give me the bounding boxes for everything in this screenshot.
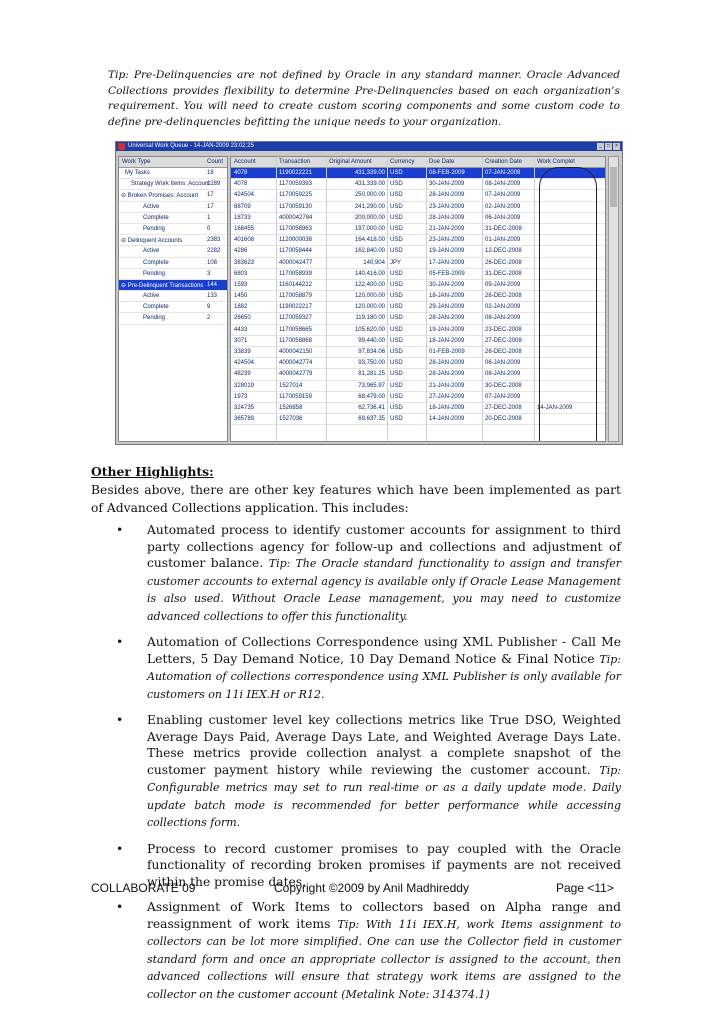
highlights-list <box>91 522 621 1012</box>
currency-cell: USD <box>390 237 403 244</box>
account-cell: 1450 <box>234 293 248 300</box>
work-type-count: 2282 <box>207 248 221 255</box>
work-type-label: Strategy Work Items: Account <box>131 181 210 188</box>
creation-date-cell: 06-JAN-2009 <box>485 214 521 221</box>
work-type-label: ⊖ Delinquent Accounts <box>121 238 183 245</box>
vertical-scrollbar[interactable] <box>608 156 619 442</box>
account-cell: 4286 <box>234 248 248 255</box>
work-type-label: Complete <box>143 259 169 266</box>
original-amount-cell: 140,416.00 <box>354 270 385 277</box>
work-complete-column-header[interactable]: Work Complet <box>537 159 575 165</box>
account-cell: 168455 <box>234 225 255 232</box>
due-date-cell: 28-JAN-2009 <box>429 360 465 367</box>
work-type-count: 17 <box>207 192 214 199</box>
original-amount-cell: 250,000.00 <box>354 192 385 199</box>
due-date-cell: 28-JAN-2009 <box>429 192 465 199</box>
creation-date-cell: 27-DEC-2008 <box>485 337 522 344</box>
transaction-cell: 1120000038 <box>279 237 312 244</box>
creation-date-cell: 23-DEC-2008 <box>485 326 522 333</box>
work-items-table <box>230 156 606 442</box>
window-title: Universal Work Queue - 14-JAN-2009 23:02:25 <box>128 143 254 149</box>
transaction-cell: 1527014 <box>279 382 303 389</box>
work-type-label: Complete <box>143 214 169 221</box>
account-cell: 4433 <box>234 326 248 333</box>
creation-date-cell: 08-JAN-2009 <box>485 371 521 378</box>
window-titlebar <box>116 142 622 151</box>
work-type-count: 1289 <box>207 181 221 188</box>
oracle-app-icon <box>118 143 125 150</box>
due-date-column-header[interactable]: Due Date <box>429 159 455 165</box>
creation-date-cell: 02-JAN-2009 <box>485 304 521 311</box>
original-amount-cell: 431,339.00 <box>354 181 385 188</box>
work-type-count: 2383 <box>207 237 221 244</box>
work-type-count: 18 <box>207 170 214 176</box>
footer-conference: COLLABORATE 09 <box>91 881 196 895</box>
due-date-cell: 08-FEB-2009 <box>429 170 465 176</box>
creation-date-cell: 07-JAN-2009 <box>485 393 521 400</box>
currency-cell: USD <box>390 382 403 389</box>
transaction-cell: 1170058665 <box>279 326 312 333</box>
due-date-cell: 28-JAN-2009 <box>429 214 465 221</box>
transaction-column-header[interactable]: Transaction <box>279 159 311 165</box>
account-cell: 26650 <box>234 315 251 322</box>
due-date-cell: 23-JAN-2009 <box>429 203 465 210</box>
highlight-tip: Tip: Configurable metrics may set to run real-time or as a daily update mode. Daily update batch mode is recommended for better performance while accessing collections form. <box>147 763 621 829</box>
original-amount-column-header[interactable]: Original Amount <box>329 159 372 165</box>
highlight-tip: Tip: The Oracle standard functionality to assign and transfer customer accounts to external agency is available only if Oracle Lease Management is also used. Without Oracle Lease management, you may need to customize advanced collections to offer this functionality. <box>147 557 622 623</box>
creation-date-cell: 26-DEC-2008 <box>485 259 522 266</box>
original-amount-cell: 431,339.00 <box>354 170 385 176</box>
highlight-item <box>91 522 621 625</box>
currency-cell: USD <box>390 393 403 400</box>
creation-date-cell: 07-JAN-2009 <box>485 192 521 199</box>
highlight-tip: Tip: With 11i IEX.H, work Items assignment to collectors can be lot more simplified. One can use the Collector field in customer standard form and once an appropriate collector is assigned to the account, then advanced collections will ensure that strategy work items are assigned to the collector on the customer account (Metalink Note: 314374.1) <box>147 917 621 1001</box>
original-amount-cell: 81,281.25 <box>358 371 385 378</box>
work-type-count: 144 <box>207 281 218 288</box>
due-date-cell: 30-JAN-2009 <box>429 281 465 288</box>
account-cell: 383623 <box>234 259 255 266</box>
work-type-label: Pending <box>143 225 166 232</box>
original-amount-cell: 119,180.00 <box>355 315 385 322</box>
currency-cell: USD <box>390 192 403 199</box>
work-type-row[interactable] <box>119 313 227 324</box>
work-type-row[interactable] <box>119 190 227 201</box>
creation-date-cell: 28-DEC-2008 <box>485 293 522 300</box>
work-type-row[interactable] <box>119 213 227 224</box>
transaction-cell: 4000042779 <box>279 371 313 378</box>
account-cell: 18733 <box>234 214 251 221</box>
transaction-cell: 4000042784 <box>279 214 313 221</box>
account-cell: 424504 <box>234 360 255 367</box>
creation-date-cell: 30-DEC-2008 <box>485 382 522 389</box>
highlight-text: Automation of Collections Correspondence using XML Publisher - Call Me Letters, 5 Day Demand Notice, 10 Day Demand Notice & Final Notice <box>147 635 621 666</box>
due-date-cell: 29-JAN-2009 <box>429 304 465 311</box>
due-date-cell: 30-JAN-2009 <box>429 181 465 188</box>
account-cell: 1593 <box>234 281 248 288</box>
currency-cell: USD <box>390 203 403 210</box>
creation-date-column-header[interactable]: Creation Date <box>485 159 523 165</box>
original-amount-cell: 140,904 <box>363 259 385 266</box>
bullet-icon: • <box>116 841 124 856</box>
original-amount-cell: 197,000.00 <box>354 225 385 232</box>
currency-cell: USD <box>390 304 403 311</box>
creation-date-cell: 07-JAN-2009 <box>485 170 521 176</box>
account-cell: 3071 <box>234 337 248 344</box>
work-type-count: 108 <box>207 259 218 266</box>
work-type-label: ⊖ Pre-Delinquent Transactions <box>121 282 204 289</box>
original-amount-cell: 93,750.00 <box>358 360 385 367</box>
scrollbar-thumb[interactable] <box>610 167 617 207</box>
work-type-label: Complete <box>143 304 169 311</box>
transaction-cell: 1190022217 <box>279 304 312 311</box>
creation-date-cell: 09-JAN-2009 <box>485 281 521 288</box>
currency-cell: USD <box>390 281 403 288</box>
currency-cell: USD <box>390 248 403 255</box>
work-type-row[interactable] <box>119 235 227 246</box>
work-type-row[interactable] <box>119 269 227 280</box>
transaction-cell: 1526858 <box>279 404 303 411</box>
original-amount-cell: 122,400.00 <box>354 281 385 288</box>
due-date-cell: 27-JAN-2009 <box>429 393 465 400</box>
work-type-header <box>119 157 227 168</box>
work-type-label: My Tasks <box>125 170 150 176</box>
maximize-icon[interactable]: □ <box>606 143 611 149</box>
due-date-cell: 23-JAN-2009 <box>429 237 465 244</box>
creation-date-cell: 27-DEC-2008 <box>485 404 522 411</box>
highlights-intro: Besides above, there are other key features which have been implemented as part of Advanced Collections application. This includes: <box>91 483 621 515</box>
due-date-cell: 05-FEB-2009 <box>429 270 465 277</box>
work-type-tree <box>118 156 228 442</box>
account-cell: 48239 <box>234 371 251 378</box>
original-amount-cell: 97,834.06 <box>358 349 385 355</box>
transaction-cell: 1170058868 <box>279 337 312 344</box>
work-type-row[interactable] <box>119 302 227 313</box>
currency-cell: USD <box>390 371 403 378</box>
highlight-item <box>91 634 621 703</box>
work-type-label: Active <box>143 203 160 210</box>
due-date-cell: 28-JAN-2009 <box>429 371 465 378</box>
original-amount-cell: 73,965.97 <box>358 382 385 389</box>
currency-cell: USD <box>390 181 403 188</box>
transaction-cell: 1190022221 <box>279 170 312 176</box>
transaction-cell: 4000042774 <box>279 360 313 367</box>
currency-cell: USD <box>390 360 403 367</box>
work-complete-cell: 14-JAN-2009 <box>537 404 573 411</box>
highlight-text: Process to record customer promises to pay coupled with the Oracle functionality of recording broken promises if payments are not received within the promise dates. <box>147 841 621 889</box>
due-date-cell: 14-JAN-2009 <box>429 416 465 423</box>
currency-cell: USD <box>390 326 403 333</box>
currency-cell: USD <box>390 270 403 277</box>
transaction-cell: 1160144222 <box>279 281 312 288</box>
currency-cell: USD <box>390 337 403 344</box>
highlight-text: Automated process to identify customer accounts for assignment to third party collections agency for follow-up and collections and adjustment of customer balance. <box>147 523 621 570</box>
original-amount-cell: 62,736.41 <box>358 404 385 411</box>
original-amount-cell: 69,637.35 <box>358 416 385 423</box>
universal-work-queue-window <box>115 141 623 445</box>
work-type-row[interactable] <box>119 179 227 190</box>
footer-page-number: Page <11> <box>556 881 614 895</box>
transaction-cell: 4000042477 <box>279 259 313 266</box>
minimize-icon[interactable]: _ <box>597 143 604 150</box>
creation-date-cell: 31-DEC-2008 <box>485 225 522 232</box>
work-type-count: 9 <box>207 304 211 311</box>
highlight-text: Enabling customer level key collections metrics like True DSO, Weighted Average Days Paid, Average Days Late, and Weighted Average Days Late. These metrics provide collection analyst a complete snapshot of the customer payment history while reviewing the customer account. <box>147 713 621 777</box>
creation-date-cell: 02-JAN-2009 <box>485 203 521 210</box>
bullet-icon: • <box>116 713 124 727</box>
currency-cell: USD <box>390 225 403 232</box>
currency-cell: USD <box>390 293 403 300</box>
work-type-label: ⊖ Broken Promises: Account <box>121 193 199 200</box>
due-date-cell: 17-JAN-2009 <box>429 259 465 266</box>
account-cell: 424504 <box>234 192 255 199</box>
account-column-header[interactable]: Account <box>234 159 256 165</box>
highlight-text: Assignment of Work Items to collectors based on Alpha range and reassignment of work items <box>147 900 621 931</box>
other-highlights-heading: Other Highlights: <box>91 464 214 479</box>
original-amount-cell: 200,000.00 <box>354 214 385 221</box>
work-items-header <box>231 157 605 168</box>
work-type-count: 2 <box>207 315 211 322</box>
currency-cell: USD <box>390 170 403 176</box>
count-column-header[interactable]: Count <box>207 159 224 165</box>
bullet-icon: • <box>116 635 124 649</box>
currency-cell: JPY <box>390 259 402 266</box>
footer-copyright: Copyright ©2009 by Anil Madhireddy <box>274 881 469 895</box>
work-type-count: 0 <box>207 225 211 232</box>
work-type-row[interactable] <box>119 168 227 179</box>
creation-date-cell: 26-DEC-2008 <box>485 349 522 355</box>
due-date-highlight-circle <box>539 167 597 442</box>
original-amount-cell: 164,418.00 <box>354 237 385 244</box>
work-type-row[interactable] <box>119 258 227 269</box>
currency-cell: USD <box>390 315 403 322</box>
account-cell: 6803 <box>234 270 248 277</box>
work-type-count: 17 <box>207 203 214 210</box>
due-date-cell: 01-FEB-2009 <box>429 349 465 355</box>
work-type-label: Active <box>143 248 160 255</box>
creation-date-cell: 06-JAN-2009 <box>485 360 521 367</box>
account-cell: 328019 <box>234 382 255 389</box>
creation-date-cell: 08-JAN-2009 <box>485 181 521 188</box>
due-date-cell: 19-JAN-2009 <box>429 326 465 333</box>
original-amount-cell: 120,000.00 <box>354 293 385 300</box>
work-type-count: 133 <box>207 293 218 300</box>
transaction-cell: 1170058939 <box>279 270 312 277</box>
account-cell: 4078 <box>234 181 248 188</box>
work-type-label: Pending <box>143 270 166 277</box>
currency-cell: USD <box>390 349 403 355</box>
work-type-row[interactable] <box>119 224 227 235</box>
original-amount-cell: 120,000.00 <box>354 304 385 311</box>
creation-date-cell: 20-DEC-2008 <box>485 416 522 423</box>
transaction-cell: 1170059393 <box>279 181 312 188</box>
original-amount-cell: 241,290.00 <box>354 203 385 210</box>
transaction-cell: 1170058879 <box>279 293 312 300</box>
transaction-cell: 1170059130 <box>279 203 312 210</box>
work-type-row[interactable] <box>119 291 227 302</box>
transaction-cell: 1170059327 <box>279 315 312 322</box>
work-type-column-header[interactable]: Work Type <box>122 159 151 165</box>
currency-cell: USD <box>390 404 403 411</box>
work-type-row[interactable] <box>119 246 227 257</box>
currency-cell: USD <box>390 214 403 221</box>
original-amount-cell: 162,840.00 <box>354 248 385 255</box>
highlight-item <box>91 899 621 1003</box>
account-cell: 88709 <box>234 203 251 210</box>
transaction-cell: 1170059225 <box>279 192 312 199</box>
account-cell: 4078 <box>234 170 248 176</box>
work-type-label: Pending <box>143 315 166 322</box>
account-cell: 401608 <box>234 237 255 244</box>
due-date-cell: 18-JAN-2009 <box>429 337 465 344</box>
highlight-item <box>91 712 621 832</box>
due-date-cell: 18-JAN-2009 <box>429 404 465 411</box>
transaction-cell: 1170059159 <box>279 393 312 400</box>
due-date-cell: 18-JAN-2009 <box>429 293 465 300</box>
close-icon[interactable]: × <box>613 143 620 150</box>
account-cell: 324735 <box>234 404 255 411</box>
original-amount-cell: 99,440.00 <box>358 337 385 344</box>
due-date-cell: 28-JAN-2009 <box>429 315 465 322</box>
account-cell: 365789 <box>234 416 255 423</box>
transaction-cell: 1170058444 <box>279 248 312 255</box>
due-date-cell: 21-JAN-2009 <box>429 225 465 232</box>
work-type-row[interactable] <box>119 280 227 291</box>
transaction-cell: 1527036 <box>279 416 303 423</box>
work-type-count: 1 <box>207 214 211 221</box>
account-cell: 1973 <box>234 393 248 400</box>
transaction-cell: 4000042150 <box>279 349 313 355</box>
creation-date-cell: 12-DEC-2008 <box>485 248 522 255</box>
account-cell: 1882 <box>234 304 248 311</box>
bullet-icon: • <box>116 523 124 537</box>
original-amount-cell: 68,479.00 <box>358 393 385 400</box>
due-date-cell: 21-JAN-2009 <box>429 382 465 389</box>
account-cell: 33839 <box>234 349 251 355</box>
original-amount-cell: 105,620.00 <box>354 326 385 333</box>
bullet-icon: • <box>116 900 124 914</box>
creation-date-cell: 08-JAN-2009 <box>485 315 521 322</box>
creation-date-cell: 31-DEC-2008 <box>485 270 522 277</box>
currency-cell: USD <box>390 416 403 423</box>
due-date-cell: 19-JAN-2009 <box>429 248 465 255</box>
work-type-row[interactable] <box>119 202 227 213</box>
creation-date-cell: 01-JAN-2009 <box>485 237 521 244</box>
work-type-count: 3 <box>207 270 211 277</box>
tip-paragraph: Tip: Pre-Delinquencies are not defined by Oracle in any standard manner. Oracle Advanced Collections provides flexibility to determine Pre-Delinquencies based on each organization’s requirement. You will need to create custom scoring components and some custom code to define pre-delinquencies befitting the unique needs to your organization. <box>108 69 620 128</box>
work-type-label: Active <box>143 293 160 300</box>
transaction-cell: 1170058963 <box>279 225 312 232</box>
highlight-tip: Tip: Automation of collections correspondence using XML Publisher is only available for customers on 11i IEX.H or R12. <box>147 652 621 701</box>
currency-column-header[interactable]: Currency <box>390 159 415 165</box>
